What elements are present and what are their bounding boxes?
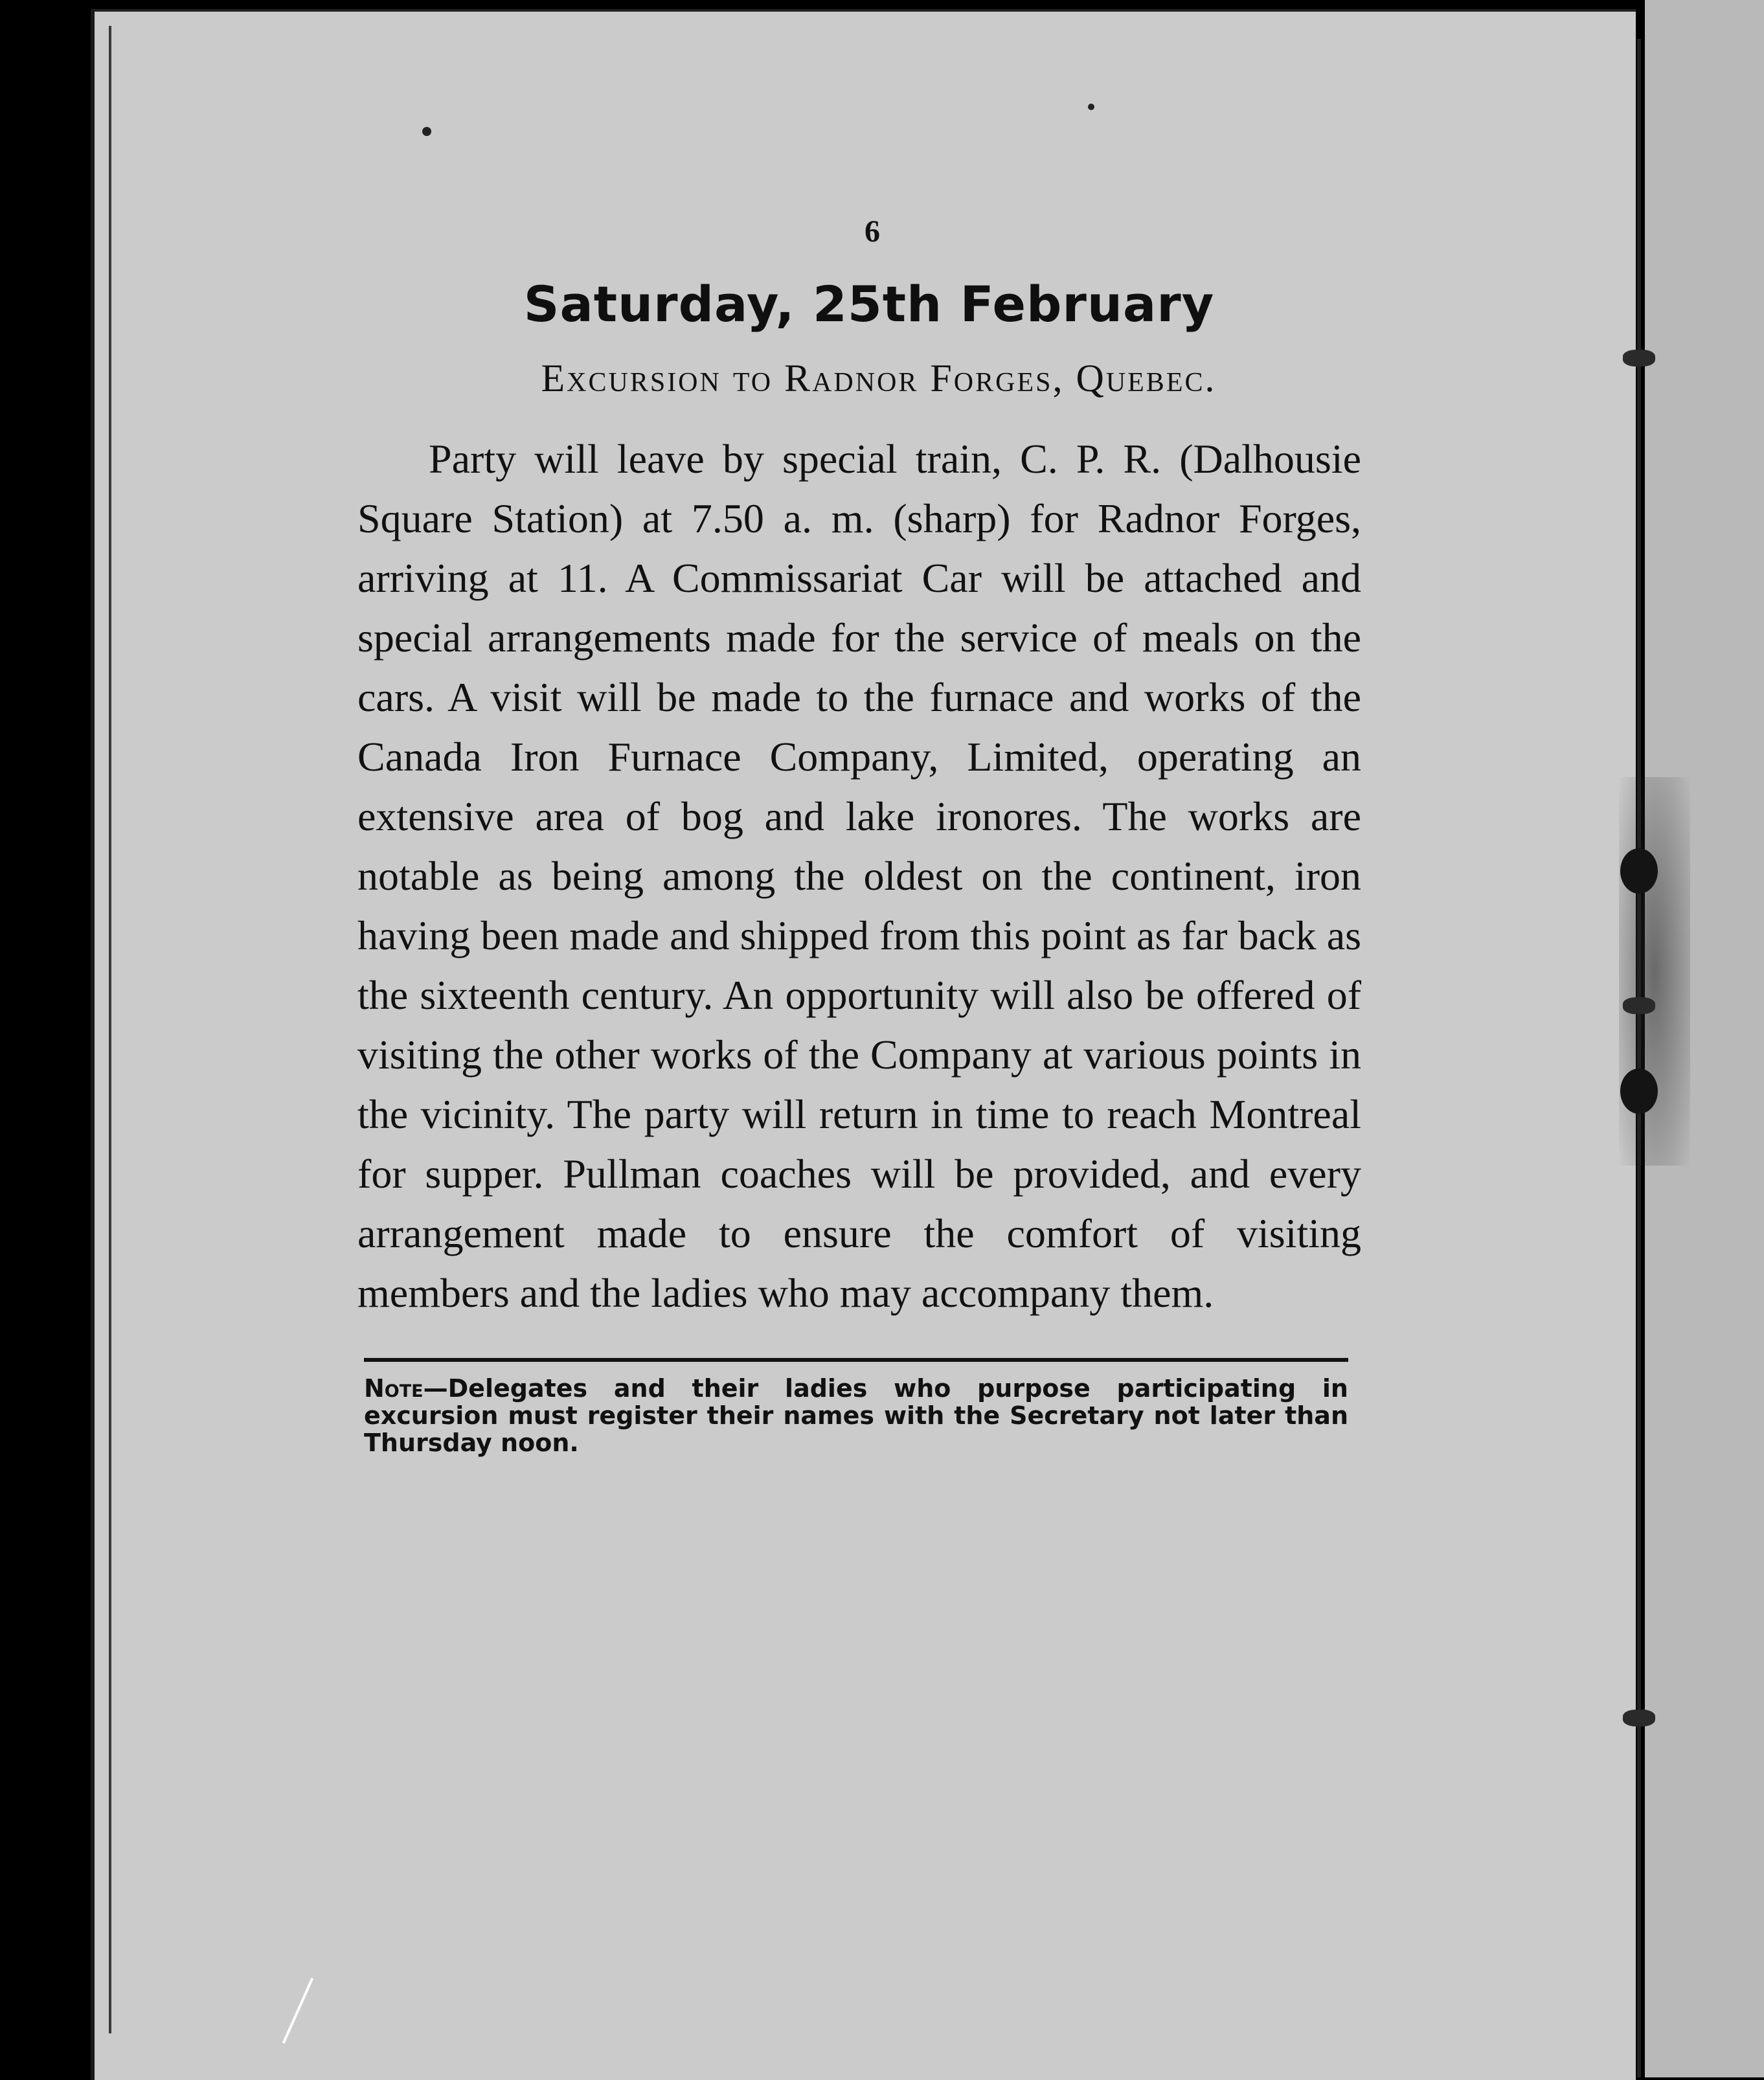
page-edge-rule (109, 26, 111, 2033)
binding-gutter (1637, 39, 1641, 2077)
page-number: 6 (865, 214, 880, 249)
date-heading: Saturday, 25th February (523, 275, 1215, 333)
binding-stitch (1623, 997, 1655, 1014)
note-text: —Delegates and their ladies who purpose participating in excursion must register their names with the Secretary not later than Thursday noon. (364, 1374, 1348, 1457)
paper-speck (1088, 104, 1094, 110)
binding-stitch (1620, 848, 1658, 894)
footnote (364, 1375, 1348, 1456)
excursion-subheading: Excursion to Radnor Forges, Quebec. (541, 357, 1217, 400)
divider-rule (364, 1358, 1348, 1362)
note-label: Note (364, 1374, 424, 1403)
excursion-description: Party will leave by special train, C. P. R. (Dalhousie Square Station) at 7.50 a. m. (sharp) for Radnor Forges, arriving at 11. A Commissariat Car will be attached and special arrangements made for the service of meals on the cars. A visit will be made to the furnace and works of the Canada Iron Furnace Company, Limited, operating an extensive area of bog and lake ironores. The works are notable as being among the oldest on the continent, iron having been made and shipped from this point as far back as the sixteenth century. An opportunity will also be offered of visiting the other works of the Company at various points in the vicinity. The party will return in time to reach Montreal for supper. Pullman coaches will be provided, and every arrangement made to ensure the comfort of visiting members and the ladies who may accompany them. (357, 436, 1361, 1316)
binding-stitch (1620, 1068, 1658, 1114)
binding-stitch (1623, 350, 1655, 367)
binding-stitch (1623, 1710, 1655, 1726)
page-content (357, 214, 1361, 1456)
paper-speck (422, 127, 431, 136)
